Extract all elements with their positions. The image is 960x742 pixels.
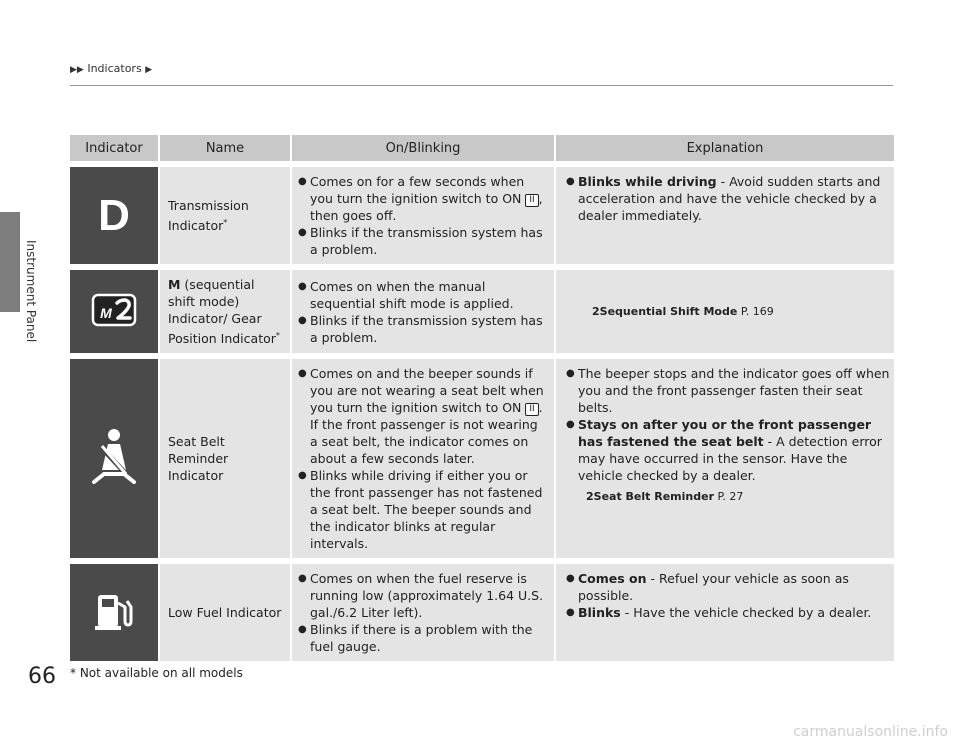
footnote: * Not available on all models bbox=[70, 666, 243, 680]
indicator-name-text: (sequential shift mode) Indicator/ Gear Position Indicator bbox=[168, 277, 276, 347]
list-item: ● Blinks while driving if either you or the front passenger has not fastened a seat belt. The beeper sounds and the indicator blinks at regular intervals. bbox=[298, 467, 546, 552]
list-item: ● Comes on when the manual sequential shift mode is applied. bbox=[298, 278, 546, 312]
indicator-name-bold: M bbox=[168, 277, 181, 292]
explanation-cell bbox=[554, 270, 894, 359]
indicator-name bbox=[158, 359, 290, 564]
list-item: ● Blinks - Have the vehicle checked by a dealer. bbox=[566, 604, 890, 621]
seat-belt-icon bbox=[70, 359, 158, 564]
indicator-name bbox=[158, 167, 290, 270]
column-header: On/Blinking bbox=[290, 135, 554, 161]
indicator-name-text: Transmission Indicator bbox=[168, 197, 249, 234]
breadcrumb-arrow-icon: ▶ bbox=[145, 65, 153, 75]
on-blinking-cell bbox=[290, 167, 554, 270]
explanation-cell bbox=[554, 167, 894, 270]
indicator-name bbox=[158, 564, 290, 667]
table-row bbox=[70, 359, 894, 564]
svg-text:D: D bbox=[98, 191, 130, 236]
list-item: ● Comes on - Refuel your vehicle as soon as possible. bbox=[566, 570, 890, 604]
cross-reference-link[interactable]: 2Seat Belt Reminder P. 27 bbox=[586, 490, 744, 504]
list-item: ● The beeper stops and the indicator goes off when you and the front passenger fasten their seat belts. bbox=[566, 365, 890, 416]
side-section-label: Instrument Panel bbox=[24, 240, 38, 343]
m2-gear-icon bbox=[70, 270, 158, 359]
table-row bbox=[70, 270, 894, 359]
page-number: 66 bbox=[28, 664, 56, 689]
list-item: ● Blinks if there is a problem with the fuel gauge. bbox=[298, 621, 546, 655]
on-blinking-cell bbox=[290, 270, 554, 359]
svg-text:M: M bbox=[100, 304, 112, 321]
column-header: Indicator bbox=[70, 135, 158, 161]
xref-arrow-icon: 2 bbox=[586, 490, 594, 504]
breadcrumb-text[interactable]: Indicators bbox=[87, 62, 142, 75]
list-item: ● Stays on after you or the front passenger has fastened the seat belt - A detection error may have occurred in the sensor. Have the vehicle checked by a dealer. bbox=[566, 416, 890, 484]
table-row bbox=[70, 564, 894, 667]
indicator-name-text: Low Fuel Indicator bbox=[168, 605, 282, 621]
list-item: ● Blinks if the transmission system has a problem. bbox=[298, 224, 546, 258]
breadcrumb bbox=[70, 62, 152, 75]
explanation-cell bbox=[554, 564, 894, 667]
side-tab-marker bbox=[0, 212, 20, 312]
footnote-marker: * bbox=[275, 331, 280, 340]
fuel-pump-icon bbox=[70, 564, 158, 667]
footnote-marker: * bbox=[223, 217, 228, 227]
explanation-cell bbox=[554, 359, 894, 564]
breadcrumb-arrow-icon: ▶▶ bbox=[70, 65, 84, 75]
table-row bbox=[70, 167, 894, 270]
ignition-key-badge: II bbox=[525, 194, 538, 207]
list-item: ● Comes on for a few seconds when you turn the ignition switch to ON II , then goes off. bbox=[298, 173, 546, 224]
table-header-row bbox=[70, 135, 894, 161]
list-item: ● Blinks while driving - Avoid sudden starts and acceleration and have the vehicle checked by a dealer immediately. bbox=[566, 173, 890, 224]
on-blinking-cell bbox=[290, 564, 554, 667]
column-header: Name bbox=[158, 135, 290, 161]
ignition-key-badge: II bbox=[525, 403, 538, 416]
d-letter-icon bbox=[70, 167, 158, 270]
column-header: Explanation bbox=[554, 135, 894, 161]
on-blinking-cell bbox=[290, 359, 554, 564]
list-item: ● Comes on when the fuel reserve is running low (approximately 1.64 U.S. gal./6.2 Liter left). bbox=[298, 570, 546, 621]
watermark: carmanualsonline.info bbox=[793, 724, 948, 740]
indicator-table bbox=[70, 135, 894, 667]
list-item: ● Blinks if the transmission system has a problem. bbox=[298, 312, 546, 346]
cross-reference-link[interactable]: 2Sequential Shift Mode P. 169 bbox=[592, 305, 774, 319]
list-item: ● Comes on and the beeper sounds if you are not wearing a seat belt when you turn the ignition switch to ON II . If the front passenger is not wearing a seat belt, the indicator comes on about a few seconds later. bbox=[298, 365, 546, 467]
header-rule bbox=[70, 85, 893, 86]
indicator-name bbox=[158, 270, 290, 359]
xref-arrow-icon: 2 bbox=[592, 305, 600, 319]
indicator-name-text: Seat Belt Reminder Indicator bbox=[168, 434, 229, 484]
